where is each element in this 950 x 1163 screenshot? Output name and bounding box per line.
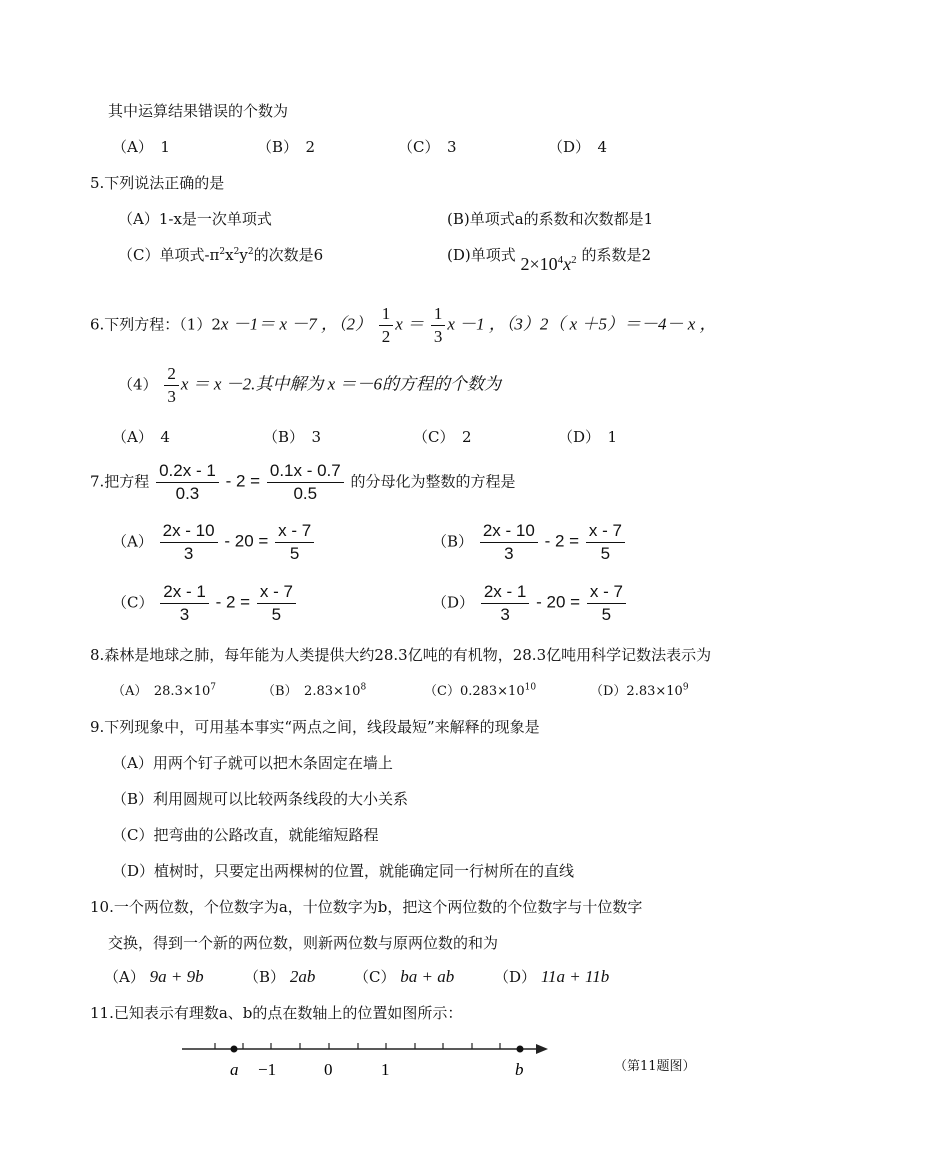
q7-option-d: （D） $\frac{2x - 1}{3}$ - 20 = $\frac{x - 7}{5}$ xyxy=(432,581,628,626)
q6-option-b: （B） 3 xyxy=(263,428,322,446)
q4-option-d: （D） 4 xyxy=(548,138,608,156)
q8-option-b: （B） $2.83\times 10^8$ xyxy=(262,682,367,699)
q6-option-d: （D） 1 xyxy=(558,428,618,446)
q5-option-c: （C）单项式$-\pi^2x^2y^2$的次数是6 xyxy=(118,246,324,264)
q6-frac-third: $\frac{1}{3}$ xyxy=(431,303,446,348)
label-b: b xyxy=(515,1060,524,1079)
number-line xyxy=(170,1035,570,1085)
q5-option-a: （A）1-x是一次单项式 xyxy=(118,210,272,228)
q8-option-a: （A） $28.3\times 10^7$ xyxy=(112,682,217,699)
q4-option-a: （A） 1 xyxy=(112,138,170,156)
q5-d-math: $2\times 10^4x^2$ xyxy=(520,254,577,274)
point-b xyxy=(517,1046,524,1053)
q6-frac-two-thirds: $\frac{2}{3}$ xyxy=(164,363,179,408)
q4-stem: 其中运算结果错误的个数为 xyxy=(108,102,289,120)
q6-option-c: （C） 2 xyxy=(413,428,472,446)
q4-option-b: （B） 2 xyxy=(257,138,316,156)
q11-stem: 11.已知表示有理数a、b的点在数轴上的位置如图所示： xyxy=(90,1004,463,1022)
label-a: a xyxy=(230,1060,239,1079)
q8-option-c: $(C)0.283\times 10^{10}$ xyxy=(424,682,537,699)
q6-line2: （4） $\frac{2}{3}$ x ＝ x －2.其中解为 x ＝－6的方程的个数为 xyxy=(118,364,501,406)
q9-stem: 9.下列现象中，可用基本事实“两点之间，线段最短”来解释的现象是 xyxy=(90,718,540,736)
q6-frac-half: $\frac{1}{2}$ xyxy=(379,303,394,348)
number-line-arrow xyxy=(536,1044,548,1054)
q6-line1: 6.下列方程：（1）2x －1＝ x －7 ，（2） $\frac{1}{2}$ x ＝ $\frac{1}{3}$ x －1 ，（3）2（ x ＋5）＝－4－ x ， xyxy=(90,304,717,346)
q4-option-c: （C） 3 xyxy=(398,138,457,156)
q7-d-frac2: $\frac{x - 7}{5}$ xyxy=(587,581,626,626)
q7-c-frac1: $\frac{2x - 1}{3}$ xyxy=(160,581,209,626)
q9-option-d: （D）植树时，只要定出两棵树的位置，就能确定同一行树所在的直线 xyxy=(112,862,575,880)
q9-option-a: （A）用两个钉子就可以把木条固定在墙上 xyxy=(112,754,393,772)
q7-a-frac1: $\frac{2x - 10}{3}$ xyxy=(160,520,218,565)
q7-stem: 7.把方程 $\frac{0.2x - 1}{0.3}$ - 2 = $\frac{0.1x - 0.7}{0.5}$ 的分母化为整数的方程是 xyxy=(90,461,516,503)
q7-b-frac2: $\frac{x - 7}{5}$ xyxy=(586,520,625,565)
q7-option-c: （C） $\frac{2x - 1}{3}$ - 2 = $\frac{x - 7}{5}$ xyxy=(112,581,298,626)
q10-option-a: （A） 9a + 9b xyxy=(104,967,204,986)
q8-option-d: $(D)2.83\times 10^9$ xyxy=(590,682,689,699)
point-a xyxy=(231,1046,238,1053)
q9-option-c: （C）把弯曲的公路改直，就能缩短路程 xyxy=(112,826,379,844)
q7-d-frac1: $\frac{2x - 1}{3}$ xyxy=(481,581,530,626)
q9-option-b: （B）利用圆规可以比较两条线段的大小关系 xyxy=(112,790,409,808)
q7-b-frac1: $\frac{2x - 10}{3}$ xyxy=(480,520,538,565)
q5-stem: 5.下列说法正确的是 xyxy=(90,174,225,192)
label-one: 1 xyxy=(381,1060,390,1079)
label-zero: 0 xyxy=(324,1060,333,1079)
q7-frac-right: $\frac{0.1x - 0.7}{0.5}$ xyxy=(267,460,344,505)
q10-option-c: （C） ba + ab xyxy=(354,967,455,986)
q10-stem-line2: 交换，得到一个新的两位数，则新两位数与原两位数的和为 xyxy=(108,934,499,952)
q7-frac-left: $\frac{0.2x - 1}{0.3}$ xyxy=(156,460,219,505)
q5-option-b: (B)单项式a的系数和次数都是1 xyxy=(447,210,654,228)
q7-option-a: （A） $\frac{2x - 10}{3}$ - 20 = $\frac{x - 7}{5}$ xyxy=(112,520,316,565)
q10-option-b: （B） 2ab xyxy=(244,967,316,986)
q7-option-b: （B） $\frac{2x - 10}{3}$ - 2 = $\frac{x - 7}{5}$ xyxy=(432,520,627,565)
q5-option-d: (D)单项式 $2\times 10^4x^2$ 的系数是2 xyxy=(447,246,651,274)
q7-c-frac2: $\frac{x - 7}{5}$ xyxy=(257,581,296,626)
figure-caption: （第11题图） xyxy=(614,1059,696,1074)
q8-stem: 8.森林是地球之肺，每年能为人类提供大约28.3亿吨的有机物，28.3亿吨用科学记数法表示为 xyxy=(90,646,712,664)
q7-a-frac2: $\frac{x - 7}{5}$ xyxy=(275,520,314,565)
q10-option-d: （D） 11a + 11b xyxy=(494,967,610,986)
label-minus-one: −1 xyxy=(258,1060,277,1079)
number-line-ticks xyxy=(215,1043,500,1049)
q10-stem-line1: 10.一个两位数，个位数字为a，十位数字为b，把这个两位数的个位数字与十位数字 xyxy=(90,898,643,916)
q6-option-a: （A） 4 xyxy=(112,428,170,446)
